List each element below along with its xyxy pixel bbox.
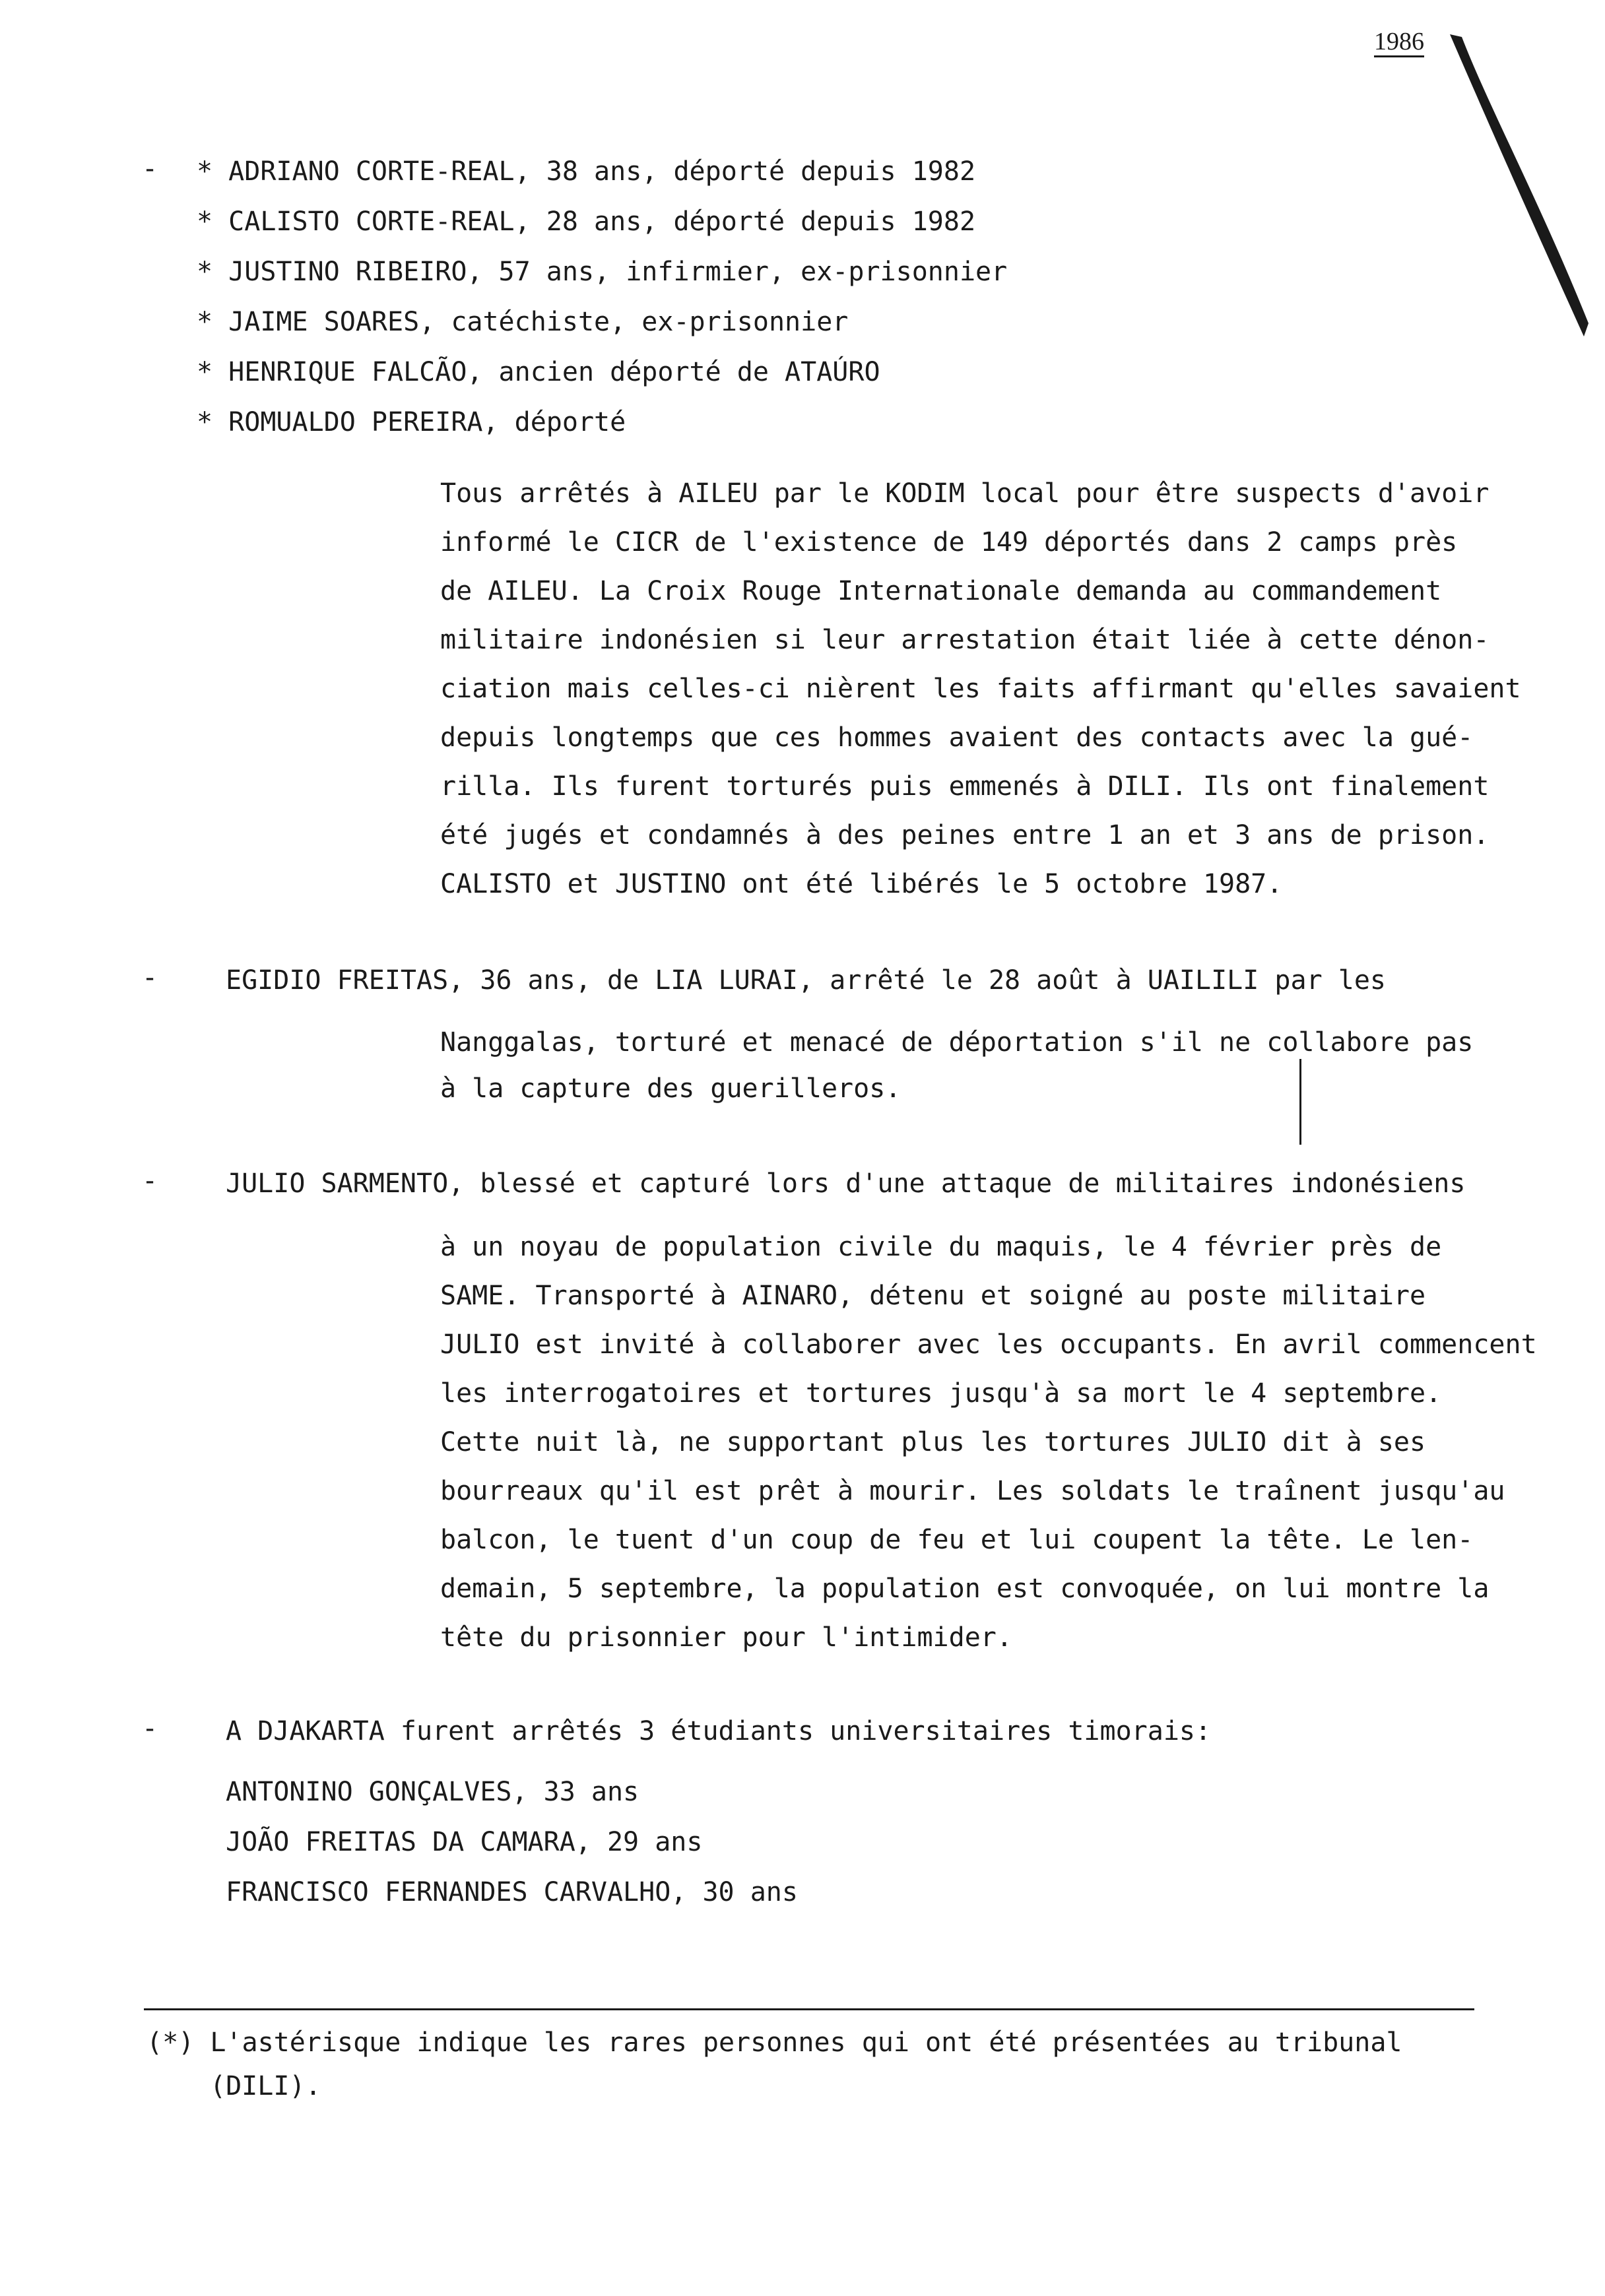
paragraph-line: à un noyau de population civile du maquis, le 4 février près de xyxy=(440,1232,1442,1262)
detainee-item: * HENRIQUE FALCÃO, ancien déporté de ATAÚRO xyxy=(197,357,880,387)
paragraph-line: Tous arrêtés à AILEU par le KODIM local pour être suspects d'avoir xyxy=(440,478,1490,509)
paragraph-line: informé le CICR de l'existence de 149 déportés dans 2 camps près xyxy=(440,527,1458,558)
list-dash: - xyxy=(142,1166,158,1196)
section-heading: EGIDIO FREITAS, 36 ans, de LIA LURAI, arrêté le 28 août à UAILILI par les xyxy=(226,965,1386,996)
detainee-item: * JAIME SOARES, catéchiste, ex-prisonnier xyxy=(197,307,849,337)
paragraph-line: de AILEU. La Croix Rouge Internationale demanda au commandement xyxy=(440,576,1442,606)
detainee-item: * ROMUALDO PEREIRA, déporté xyxy=(197,407,626,437)
detainee-item: * ADRIANO CORTE-REAL, 38 ans, déporté depuis 1982 xyxy=(197,156,976,187)
paragraph-line: CALISTO et JUSTINO ont été libérés le 5 octobre 1987. xyxy=(440,869,1283,899)
paragraph-line: à la capture des guerilleros. xyxy=(440,1073,901,1104)
paragraph-line: ciation mais celles-ci nièrent les faits affirmant qu'elles savaient xyxy=(440,674,1521,704)
detainee-item: * CALISTO CORTE-REAL, 28 ans, déporté depuis 1982 xyxy=(197,207,976,237)
footnote-separator xyxy=(144,2008,1474,2010)
paragraph-line: SAME. Transporté à AINARO, détenu et soigné au poste militaire xyxy=(440,1281,1426,1311)
paragraph-line: demain, 5 septembre, la population est convoquée, on lui montre la xyxy=(440,1574,1490,1604)
section-heading: A DJAKARTA furent arrêtés 3 étudiants universitaires timorais: xyxy=(226,1716,1212,1746)
footnote-line: (*) L'astérisque indique les rares personnes qui ont été présentées au tribunal xyxy=(147,2027,1402,2058)
student-name: ANTONINO GONÇALVES, 33 ans xyxy=(226,1777,639,1807)
paragraph-line: bourreaux qu'il est prêt à mourir. Les soldats le traînent jusqu'au xyxy=(440,1476,1505,1506)
detainee-item: * JUSTINO RIBEIRO, 57 ans, infirmier, ex-prisonnier xyxy=(197,257,1008,287)
student-name: JOÃO FREITAS DA CAMARA, 29 ans xyxy=(226,1827,703,1857)
paragraph-line: été jugés et condamnés à des peines entre 1 an et 3 ans de prison. xyxy=(440,820,1490,850)
paragraph-line: rilla. Ils furent torturés puis emmenés à DILI. Ils ont finalement xyxy=(440,771,1490,802)
student-name: FRANCISCO FERNANDES CARVALHO, 30 ans xyxy=(226,1877,798,1907)
paragraph-line: JULIO est invité à collaborer avec les occupants. En avril commencent xyxy=(440,1329,1537,1360)
list-dash: - xyxy=(142,154,158,184)
list-dash: - xyxy=(142,963,158,993)
paragraph-line: Nanggalas, torturé et menacé de déportation s'il ne collabore pas xyxy=(440,1027,1474,1058)
section-heading: JULIO SARMENTO, blessé et capturé lors d'une attaque de militaires indonésiens xyxy=(226,1168,1466,1199)
paragraph-line: depuis longtemps que ces hommes avaient des contacts avec la gué- xyxy=(440,722,1474,753)
paragraph-line: militaire indonésien si leur arrestation était liée à cette dénon- xyxy=(440,625,1490,655)
binding-mark xyxy=(1449,33,1600,343)
paragraph-line: balcon, le tuent d'un coup de feu et lui coupent la tête. Le len- xyxy=(440,1525,1474,1555)
list-dash: - xyxy=(142,1713,158,1744)
page-number: 1986 xyxy=(1374,29,1424,57)
paragraph-line: tête du prisonnier pour l'intimider. xyxy=(440,1622,1012,1653)
paragraph-line: les interrogatoires et tortures jusqu'à sa mort le 4 septembre. xyxy=(440,1378,1442,1409)
paragraph-line: Cette nuit là, ne supportant plus les tortures JULIO dit à ses xyxy=(440,1427,1426,1457)
footnote-line: (DILI). xyxy=(210,2071,321,2101)
margin-mark xyxy=(1299,1059,1301,1145)
